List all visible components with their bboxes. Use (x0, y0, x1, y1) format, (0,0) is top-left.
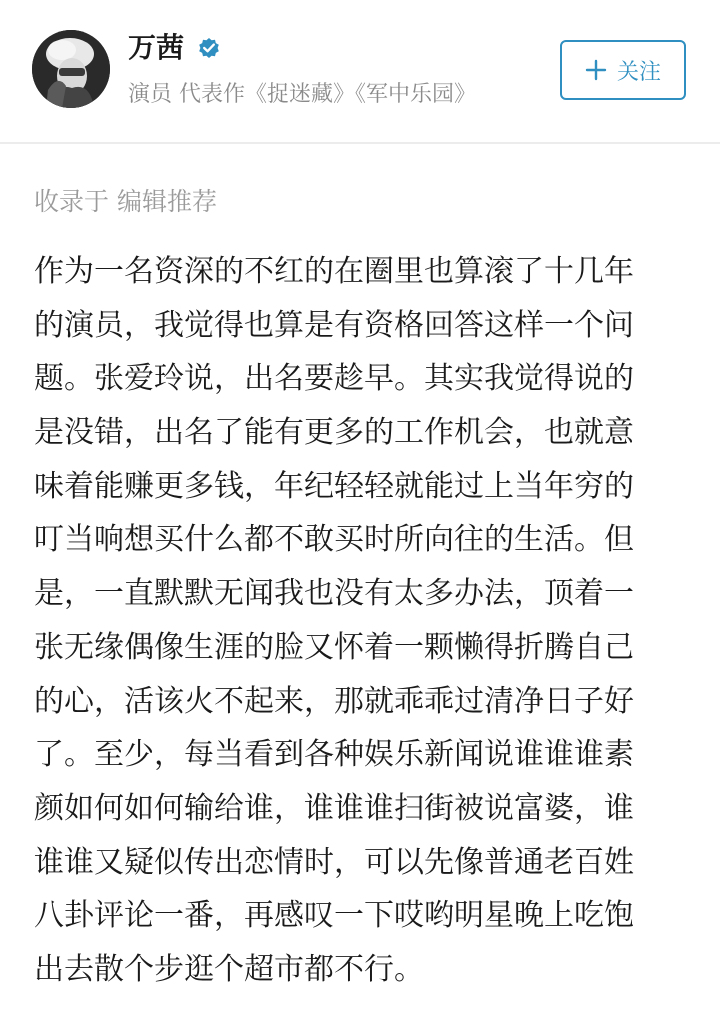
answer-line: 了。至少，每当看到各种娱乐新闻说谁谁谁素 (34, 737, 634, 773)
collection-label[interactable]: 收录于 编辑推荐 (34, 187, 217, 216)
answer-line: 张无缘偶像生涯的脸又怀着一颗懒得折腾自己 (34, 629, 634, 665)
author-avatar[interactable] (32, 30, 110, 108)
answer-line: 作为一名资深的不红的在圈里也算滚了十几年 (34, 254, 634, 289)
answer-body (34, 245, 690, 997)
answer-line: 八卦评论一番，再感叹一下哎哟明星晚上吃饱 (34, 898, 634, 934)
avatar-image (32, 30, 110, 108)
author-name[interactable]: 万茜 (128, 31, 185, 64)
header-divider (0, 142, 720, 144)
answer-line: 颜如何如何输给谁，谁谁谁扫街被说富婆，谁 (34, 790, 634, 826)
answer-line: 题。张爱玲说，出名要趁早。其实我觉得说的 (34, 361, 634, 397)
answer-line: 是，一直默默无闻我也没有太多办法，顶着一 (34, 576, 634, 612)
answer-line: 叮当响想买什么都不敢买时所向往的生活。但 (34, 522, 634, 558)
answer-line: 是没错，出名了能有更多的工作机会，也就意 (34, 415, 634, 451)
follow-button-label: 关注 (616, 59, 661, 85)
answer-line: 谁谁又疑似传出恋情时，可以先像普通老百姓 (34, 844, 634, 880)
answer-line: 的演员，我觉得也算是有资格回答这样一个问 (34, 307, 634, 343)
answer-line: 味着能赚更多钱，年纪轻轻就能过上当年穷的 (34, 468, 634, 504)
answer-line: 的心，活该火不起来，那就乖乖过清净日子好 (34, 683, 634, 719)
answer-line: 出去散个步逛个超市都不行。 (34, 951, 424, 987)
plus-icon (585, 59, 607, 81)
follow-button[interactable] (560, 40, 686, 100)
author-header (0, 0, 720, 142)
verified-badge-icon (197, 36, 221, 60)
author-subtitle: 演员 代表作《捉迷藏》《军中乐园》 (128, 82, 476, 107)
